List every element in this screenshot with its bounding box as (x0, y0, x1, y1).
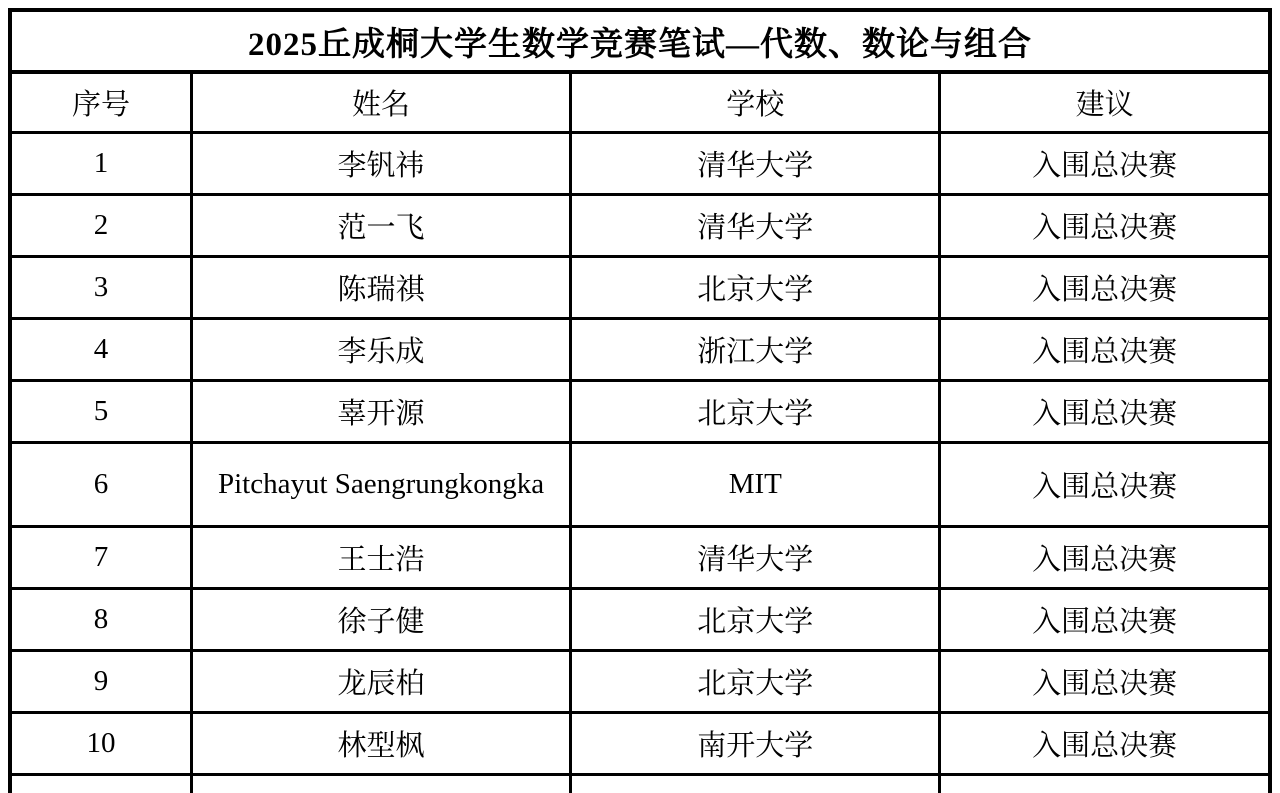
cell-name: 王士浩 (191, 527, 570, 589)
table-row (10, 195, 1270, 257)
table-header-row (10, 72, 1270, 133)
empty-cell (571, 775, 940, 793)
column-header-no: 序号 (10, 72, 191, 133)
cell-no: 9 (10, 651, 191, 713)
cell-name: 徐子健 (191, 589, 570, 651)
table-row (10, 651, 1270, 713)
cell-suggestion: 入围总决赛 (940, 195, 1270, 257)
cell-suggestion: 入围总决赛 (940, 589, 1270, 651)
cell-name: Pitchayut Saengrungkongka (191, 443, 570, 527)
cell-school: MIT (571, 443, 940, 527)
column-header-name: 姓名 (191, 72, 570, 133)
table-title-row (10, 10, 1270, 72)
table-title: 2025丘成桐大学生数学竞赛笔试—代数、数论与组合 (10, 10, 1270, 72)
table-row (10, 381, 1270, 443)
cell-school: 清华大学 (571, 195, 940, 257)
column-header-school: 学校 (571, 72, 940, 133)
cell-name: 陈瑞祺 (191, 257, 570, 319)
results-table (8, 8, 1272, 793)
cell-suggestion: 入围总决赛 (940, 443, 1270, 527)
cell-suggestion: 入围总决赛 (940, 713, 1270, 775)
cell-no: 2 (10, 195, 191, 257)
table-row (10, 527, 1270, 589)
cell-no: 5 (10, 381, 191, 443)
cell-no: 3 (10, 257, 191, 319)
table-row (10, 713, 1270, 775)
table-row (10, 319, 1270, 381)
table-row (10, 443, 1270, 527)
cell-name: 林型枫 (191, 713, 570, 775)
cell-school: 北京大学 (571, 381, 940, 443)
clipped-partial-row (10, 775, 1270, 793)
cell-school: 南开大学 (571, 713, 940, 775)
cell-school: 北京大学 (571, 257, 940, 319)
cell-no: 4 (10, 319, 191, 381)
cell-name: 李钒祎 (191, 133, 570, 195)
empty-cell (940, 775, 1270, 793)
table-row (10, 133, 1270, 195)
cell-suggestion: 入围总决赛 (940, 527, 1270, 589)
cell-suggestion: 入围总决赛 (940, 381, 1270, 443)
cell-school: 清华大学 (571, 527, 940, 589)
cell-no: 6 (10, 443, 191, 527)
cell-suggestion: 入围总决赛 (940, 319, 1270, 381)
cell-school: 北京大学 (571, 651, 940, 713)
table-row (10, 257, 1270, 319)
cell-suggestion: 入围总决赛 (940, 133, 1270, 195)
cell-name: 龙辰柏 (191, 651, 570, 713)
table-row (10, 589, 1270, 651)
cell-no: 10 (10, 713, 191, 775)
cell-suggestion: 入围总决赛 (940, 651, 1270, 713)
cell-suggestion: 入围总决赛 (940, 257, 1270, 319)
cell-no: 7 (10, 527, 191, 589)
cell-no: 8 (10, 589, 191, 651)
empty-cell (191, 775, 570, 793)
cell-school: 浙江大学 (571, 319, 940, 381)
cell-school: 北京大学 (571, 589, 940, 651)
column-header-suggestion: 建议 (940, 72, 1270, 133)
empty-cell (10, 775, 191, 793)
cell-name: 范一飞 (191, 195, 570, 257)
cell-name: 李乐成 (191, 319, 570, 381)
cell-no: 1 (10, 133, 191, 195)
cell-school: 清华大学 (571, 133, 940, 195)
cell-name: 辜开源 (191, 381, 570, 443)
